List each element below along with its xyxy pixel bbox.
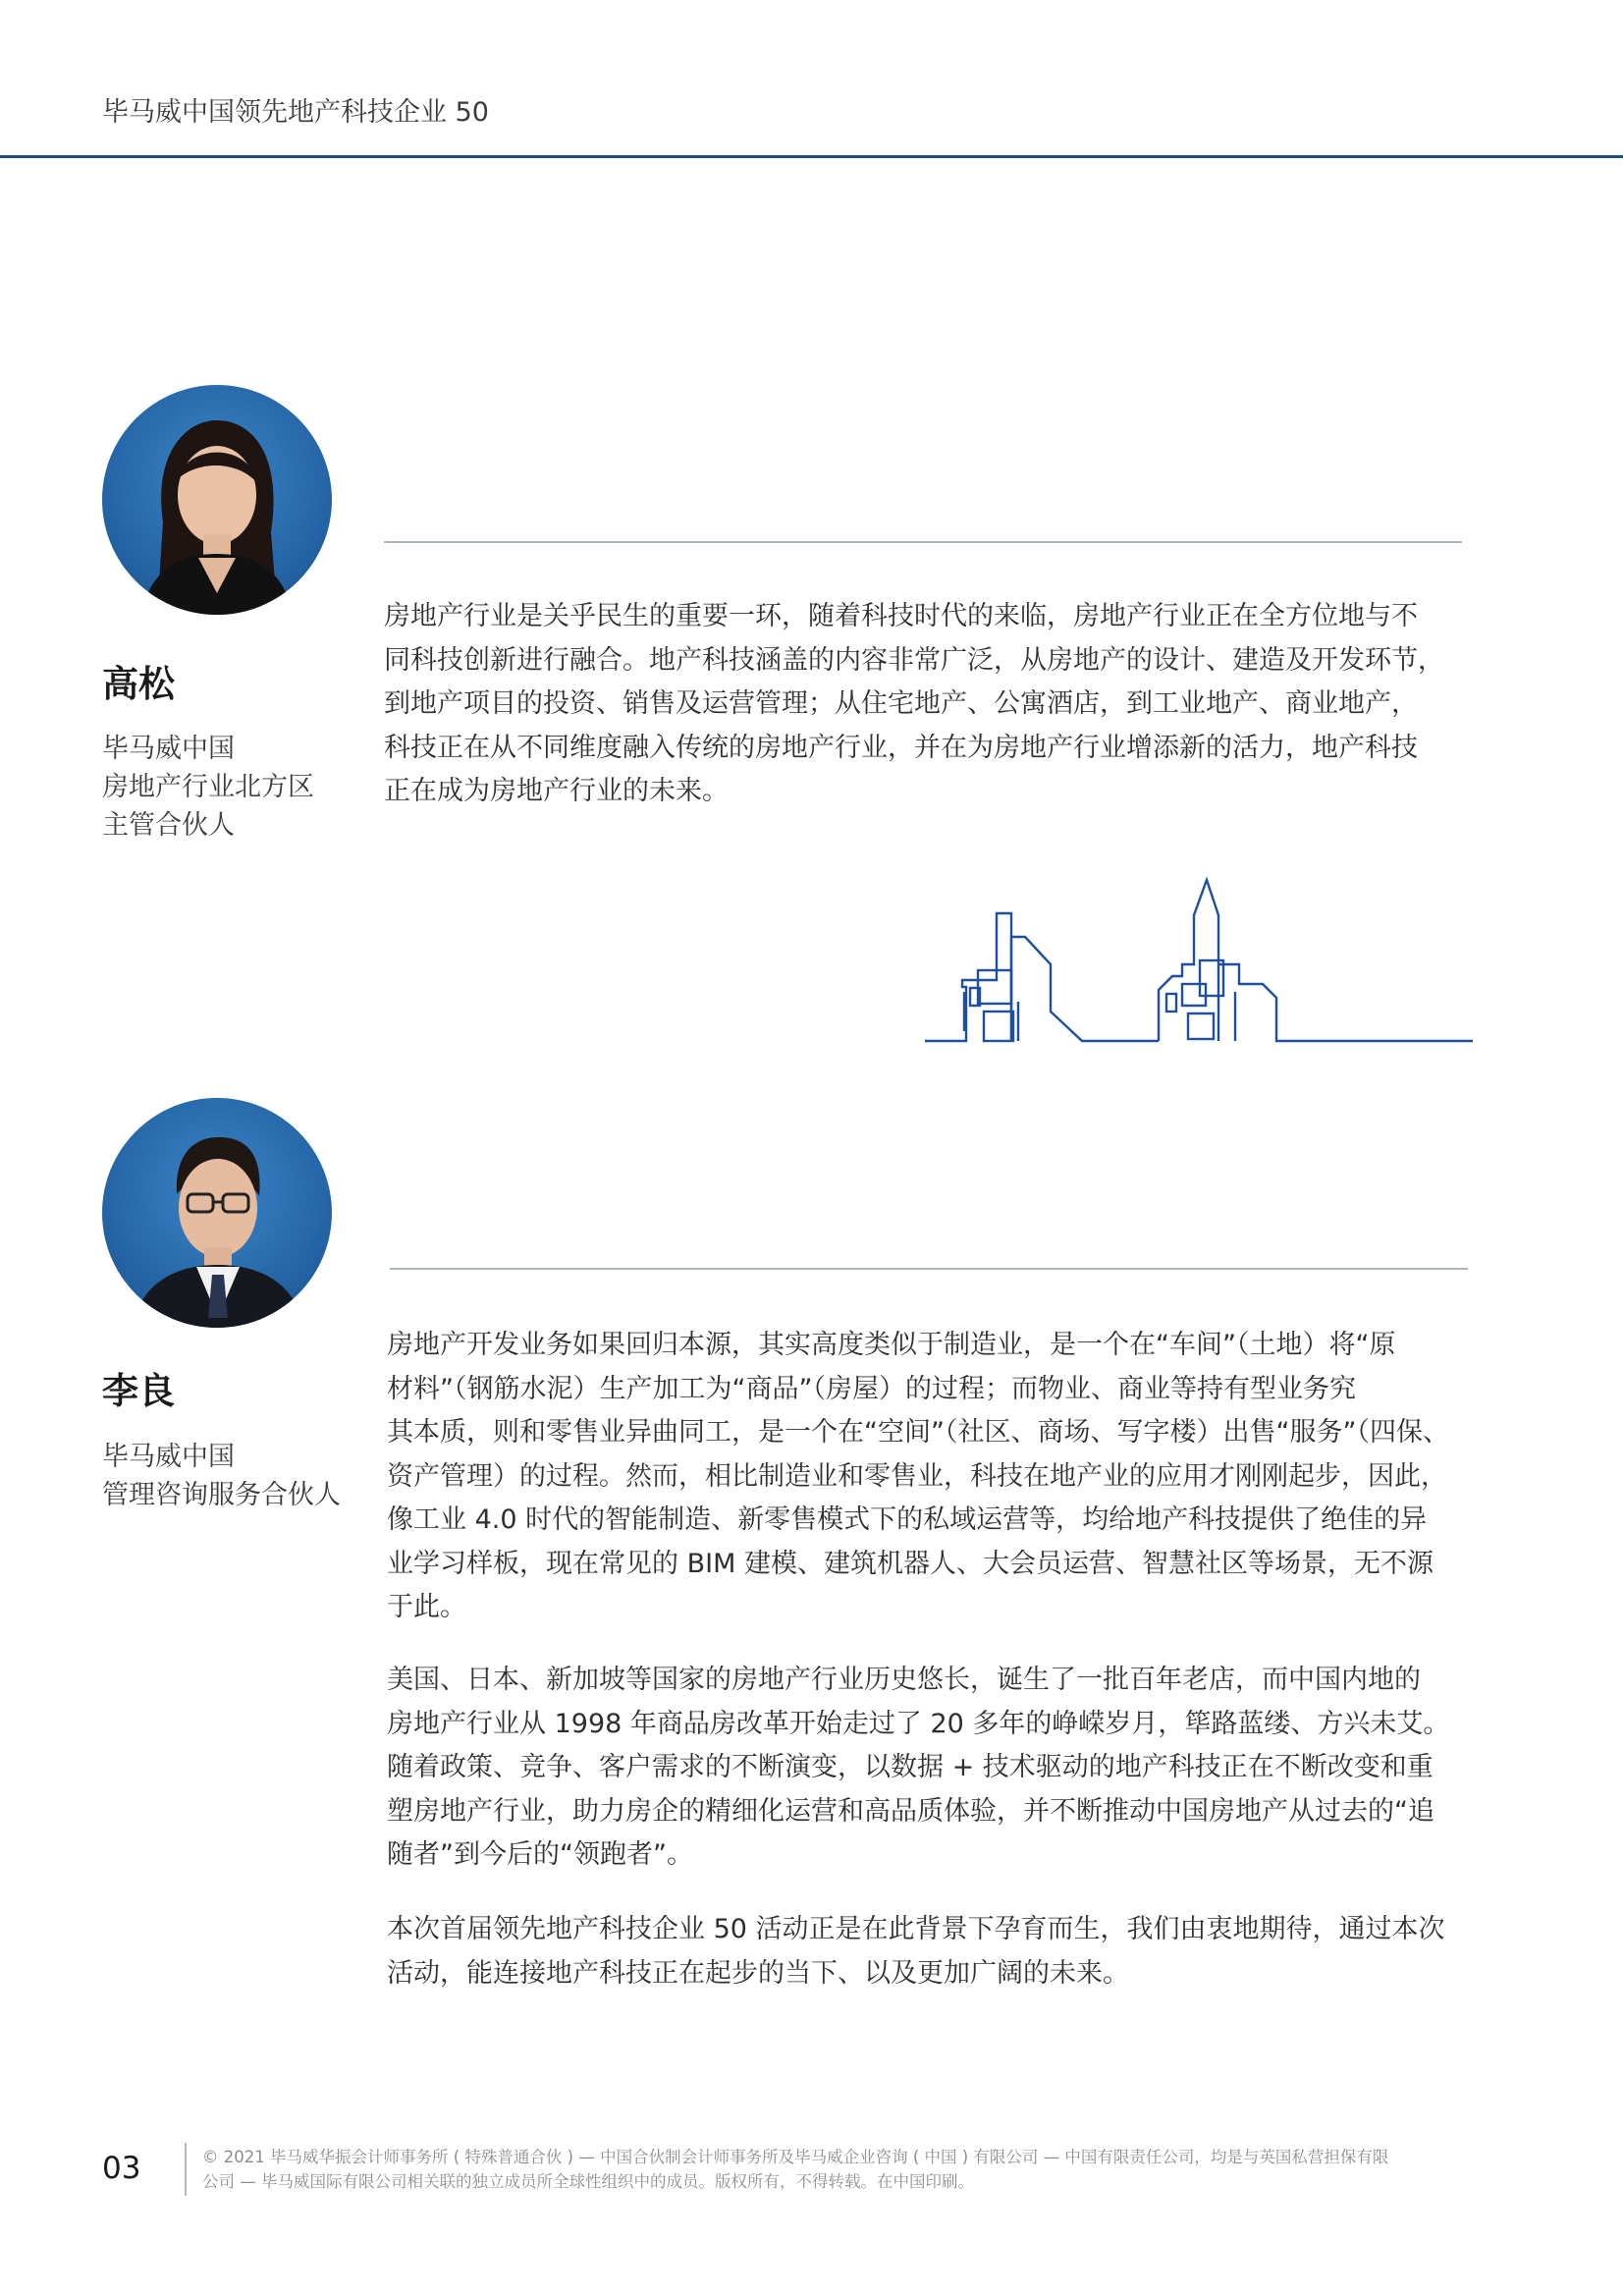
portrait-man-icon — [102, 1098, 332, 1328]
portrait-woman-icon — [102, 385, 332, 615]
footer-copyright — [202, 2145, 1388, 2194]
person-role-gao-song — [102, 730, 314, 845]
quote-li-liang-paragraph-2 — [387, 1659, 1479, 1878]
footer-divider — [185, 2143, 187, 2196]
page-number: 03 — [102, 2151, 141, 2186]
text-line: 同科技创新进行融合。地产科技涵盖的内容非常广泛，从房地产的设计、建造及开发环节， — [384, 644, 1444, 676]
text-line: 塑房地产行业，助力房企的精细化运营和高品质体验，并不断推动中国房地产从过去的“追 — [387, 1795, 1434, 1827]
text-line: 科技正在从不同维度融入传统的房地产行业，并在为房地产行业增添新的活力，地产科技 — [384, 732, 1418, 763]
page-header — [0, 0, 1623, 158]
text-line: 随着政策、竞争、客户需求的不断演变，以数据 + 技术驱动的地产科技正在不断改变和重 — [387, 1752, 1434, 1782]
person-name-gao-song: 高松 — [102, 663, 175, 705]
text-line: 房地产行业是关乎民生的重要一环，随着科技时代的来临，房地产行业正在全方位地与不 — [384, 601, 1418, 631]
text-line: 房地产行业从 1998 年商品房改革开始走过了 20 多年的峥嵘岁月，筚路蓝缕、方兴未艾。 — [387, 1708, 1450, 1739]
person-role-li-liang — [102, 1438, 341, 1514]
section-divider — [390, 1268, 1468, 1270]
role-line: 毕马威中国 — [102, 734, 235, 764]
role-line: 毕马威中国 — [102, 1442, 235, 1472]
text-line: 于此。 — [387, 1592, 466, 1622]
person-name-li-liang: 李良 — [102, 1370, 175, 1412]
city-skyline-icon — [923, 874, 1473, 1051]
text-line: 资产管理）的过程。然而，相比制造业和零售业，科技在地产业的应用才刚刚起步，因此， — [387, 1460, 1447, 1492]
text-line: 材料”（钢筋水泥）生产加工为“商品”（房屋）的过程；而物业、商业等持有型业务究 — [387, 1373, 1356, 1404]
role-line: 管理咨询服务合伙人 — [102, 1480, 341, 1510]
text-line: 本次首届领先地产科技企业 50 活动正是在此背景下孕育而生，我们由衷地期待，通过本次 — [387, 1914, 1445, 1944]
text-line: 其本质，则和零售业异曲同工，是一个在“空间”（社区、商场、写字楼）出售“服务”（四保、 — [387, 1417, 1449, 1448]
role-line: 主管合伙人 — [102, 810, 235, 841]
copyright-line: 公司 — 毕马威国际有限公司相关联的独立成员所全球性组织中的成员。版权所有，不得转载。在中国印刷。 — [202, 2172, 974, 2191]
quote-li-liang-paragraph-1 — [387, 1324, 1479, 1630]
header-title: 毕马威中国领先地产科技企业 50 — [102, 97, 489, 128]
quote-gao-song — [384, 595, 1474, 814]
section-divider — [384, 541, 1462, 543]
text-line: 像工业 4.0 时代的智能制造、新零售模式下的私域运营等，均给地产科技提供了绝佳的异 — [387, 1504, 1428, 1535]
role-line: 房地产行业北方区 — [102, 772, 314, 802]
avatar-li-liang — [102, 1098, 332, 1328]
copyright-line: © 2021 毕马威华振会计师事务所 ( 特殊普通合伙 ) — 中国合伙制会计师事务所及毕马威企业咨询 ( 中国 ) 有限公司 — 中国有限责任公司，均是与英国私营担保有限 — [202, 2148, 1389, 2166]
text-line: 房地产开发业务如果回归本源，其实高度类似于制造业，是一个在“车间”（土地）将“原 — [387, 1330, 1396, 1360]
text-line: 业学习样板，现在常见的 BIM 建模、建筑机器人、大会员运营、智慧社区等场景，无不源 — [387, 1548, 1434, 1579]
text-line: 美国、日本、新加坡等国家的房地产行业历史悠长，诞生了一批百年老店，而中国内地的 — [387, 1665, 1421, 1695]
text-line: 活动，能连接地产科技正在起步的当下、以及更加广阔的未来。 — [387, 1957, 1129, 1989]
text-line: 随者”到今后的“领跑者”。 — [387, 1839, 693, 1870]
text-line: 正在成为房地产行业的未来。 — [384, 776, 729, 806]
avatar-gao-song — [102, 385, 332, 615]
text-line: 到地产项目的投资、销售及运营管理；从住宅地产、公寓酒店，到工业地产、商业地产， — [384, 688, 1418, 719]
quote-li-liang-paragraph-3 — [387, 1908, 1479, 1995]
